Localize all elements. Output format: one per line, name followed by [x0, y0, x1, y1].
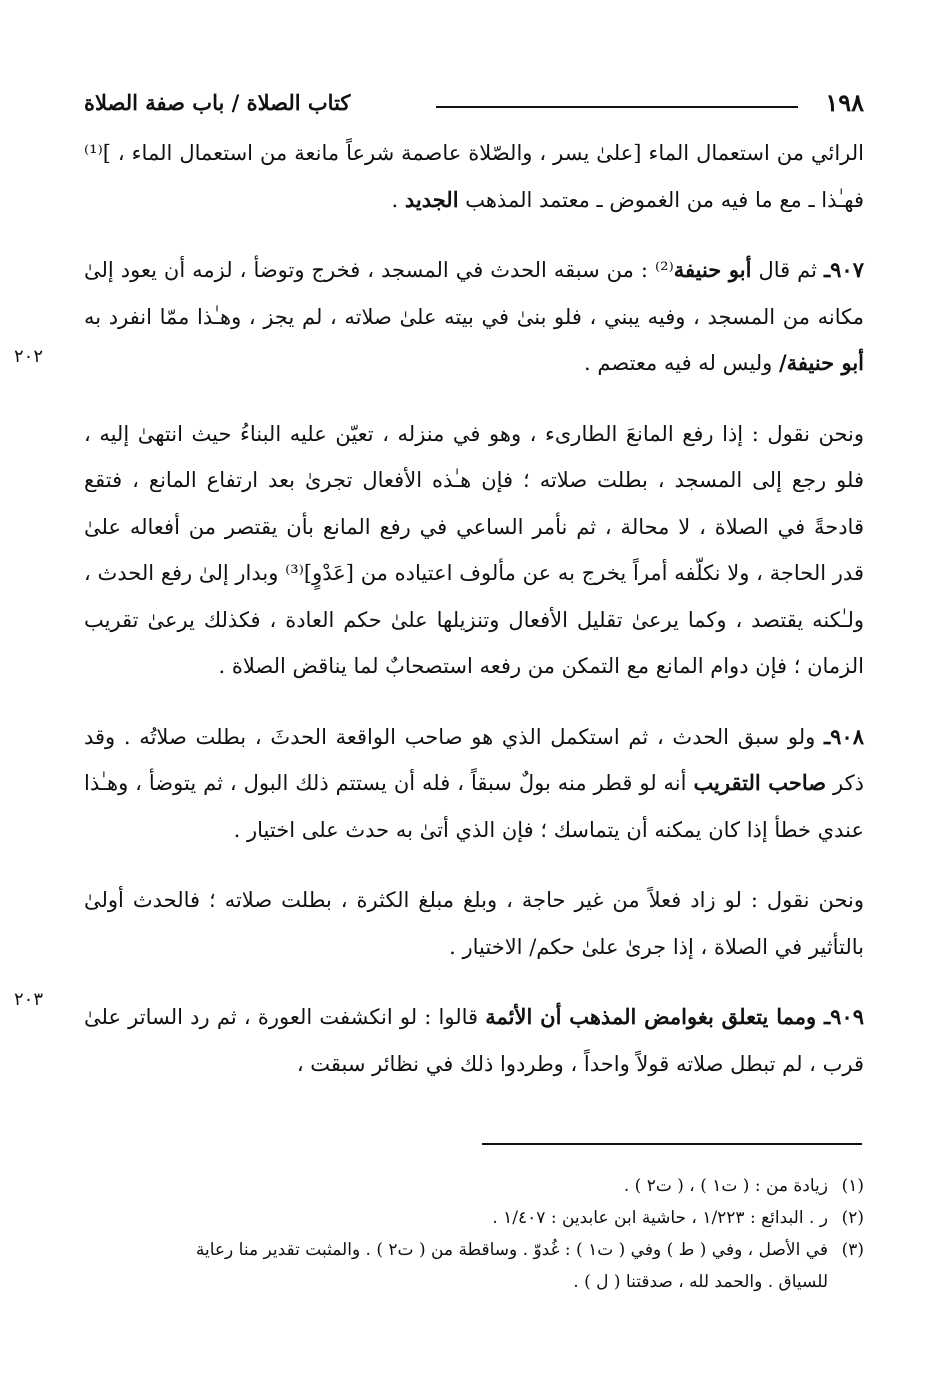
footnote-3-continued: للسياق . والحمد لله ، صدقتنا ( ل ) . [573, 1272, 828, 1292]
paragraph-907: ٩٠٧ـ ثم قال أبو حنيفة⁽²⁾ : من سبقه الحدث في المسجد ، فخرج وتوضأ ، لزمه أن يعود إلىٰ مكانه من المسجد ، وفيه يبني ، فلو بنىٰ في بيته علىٰ صلاته ، لم يجز ، وهـٰذا ممّا انفرد به أبو حنيفة/ وليس له فيه معتصم . [84, 257, 864, 375]
header-rule [436, 106, 798, 108]
item-number: ٩٠٩ـ [824, 1004, 864, 1029]
main-text [84, 130, 864, 1087]
footnote-3: (٣)في الأصل ، وفي ( ط ) وفي ( ت١ ) : غُدوّ . وساقطة من ( ت٢ ) . والمثبت تقدير منا رعاية [195, 1240, 864, 1260]
margin-folio-202: ٢٠٢ [14, 346, 44, 367]
paragraph-3: ونحن نقول : إذا رفع المانعَ الطارىء ، وهو في منزله ، تعيّن عليه البناءُ حيث انتهىٰ إليه ، فلو رجع إلى المسجد ، بطلت صلاته ؛ فإن هـٰذه الأفعال تجرىٰ بعد ارتفاع المانع ، فتقع قادحةً في الصلاة ، لا محالة ، ثم نأمر الساعي في رفع المانع بأن يقتصر من أفعاله علىٰ قدر الحاجة ، ولا نكلّفه أمراً يخرج به عن مألوف اعتياده من [عَدْوٍ]⁽³⁾ وبدار إلىٰ رفع الحدث ، ولـٰكنه يقتصد ، وكما يرعىٰ تقليل الأفعال وتنزيلها علىٰ حكم العادة ، فكذلك يرعىٰ تقريب الزمان ؛ فإن دوام المانع مع التمكن من رفعه استصحابٌ لما يناقض الصلاة . [84, 421, 864, 678]
footnote-2: (٢)ر . البدائع : ١/٢٢٣ ، حاشية ابن عابدين : ١/٤٠٧ . [492, 1208, 864, 1228]
item-number: ٩٠٧ـ [824, 257, 864, 282]
page-number: ١٩٨ [825, 88, 864, 117]
footnote-1: (١)زيادة من : ( ت١ ) ، ( ت٢ ) . [623, 1176, 864, 1196]
bold-term: أبو حنيفة/ [778, 350, 864, 375]
bold-term: صاحب التقريب [693, 770, 827, 795]
item-number: ٩٠٨ـ [824, 723, 864, 749]
margin-folio-203: ٢٠٣ [14, 989, 44, 1010]
paragraph-908: ٩٠٨ـ ولو سبق الحدث ، ثم استكمل الذي هو صاحب الواقعة الحدثَ ، بطلت صلاتُه . وقد ذكر صاحب التقريب أنه لو قطر منه بولٌ سبقاً ، فله أن يستتم ذلك البول ، ثم يتوضأ ، وهـٰذا عندي خطأ إذا كان يمكنه أن يتماسك ؛ فإن الذي أتىٰ به حدث على اختيار . [84, 723, 864, 842]
bold-term: الجديد [404, 186, 459, 212]
running-title: كتاب الصلاة / باب صفة الصلاة [84, 90, 351, 115]
paragraph-5: ونحن نقول : لو زاد فعلاً من غير حاجة ، وبلغ مبلغ الكثرة ، بطلت صلاته ؛ فالحدث أولىٰ بالتأثير في الصلاة ، إذا جرىٰ علىٰ حكم/ الاختيار . [84, 888, 864, 959]
bold-term: أبو حنيفة [673, 257, 752, 282]
bold-term: ومما يتعلق بغوامض المذهب أن الأئمة [485, 1004, 824, 1029]
footnotes [84, 1170, 864, 1298]
paragraph-1: الرائي من استعمال الماء [علىٰ يسر ، والصّلاة عاصمة شرعاً مانعة من استعمال الماء ، ]⁽¹⁾ فهـٰذا ـ مع ما فيه من الغموض ـ معتمد المذهب الجديد . [84, 141, 864, 212]
page-header [84, 86, 864, 120]
paragraph-909: ٩٠٩ـ ومما يتعلق بغوامض المذهب أن الأئمة قالوا : لو انكشفت العورة ، ثم رد الساتر علىٰ قرب ، لم تبطل صلاته قولاً واحداً ، وطردوا ذلك في نظائر سبقت ، [84, 1004, 864, 1076]
footnote-rule [482, 1143, 862, 1145]
